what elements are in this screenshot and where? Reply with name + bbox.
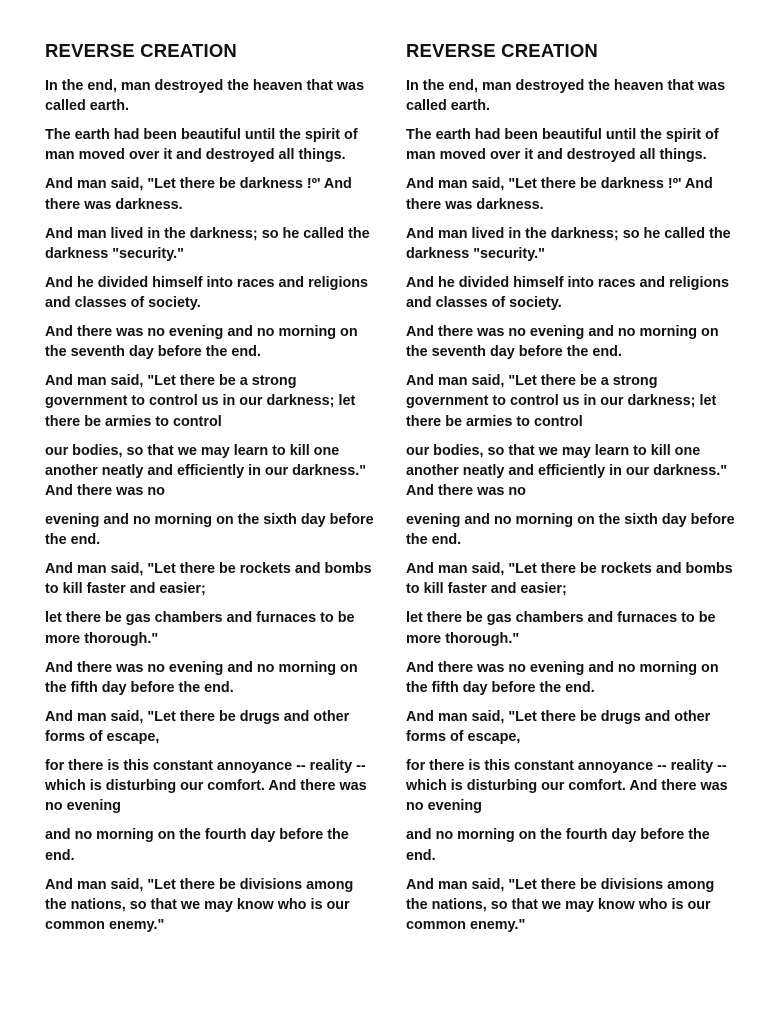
paragraph: let there be gas chambers and furnaces to be more thorough." <box>45 610 355 647</box>
paragraph: And man said, "Let there be rockets and bombs to kill faster and easier; <box>45 561 372 598</box>
paragraph: evening and no morning on the sixth day before the end. <box>406 512 735 549</box>
paragraph: And man said, "Let there be rockets and bombs to kill faster and easier; <box>406 561 733 598</box>
paragraph: And he divided himself into races and religions and classes of society. <box>45 274 369 312</box>
document-title: REVERSE CREATION <box>45 40 237 61</box>
paragraph: our bodies, so that we may learn to kill one another neatly and efficiently in our darkness." And there was no <box>45 442 367 500</box>
paragraph: And there was no evening and no morning on the fifth day before the end. <box>406 659 719 696</box>
paragraph: evening and no morning on the sixth day before the end. <box>45 512 374 549</box>
paragraph: In the end, man destroyed the heaven that was called earth. <box>406 78 726 115</box>
paragraph: And man said, "Let there be divisions among the nations, so that we may know who is our common enemy." <box>45 876 354 934</box>
left-column <box>45 38 375 944</box>
paragraph: And there was no evening and no morning on the seventh day before the end. <box>45 324 358 361</box>
paragraph: And man said, "Let there be drugs and other forms of escape, <box>406 708 711 746</box>
paragraph: for there is this constant annoyance -- reality -- which is disturbing our comfort. And there was no evening <box>45 758 367 815</box>
paragraph: And there was no evening and no morning on the fifth day before the end. <box>45 659 358 696</box>
paragraph: And man said, "Let there be darkness !º' And there was darkness. <box>45 176 352 213</box>
paragraph: and no morning on the fourth day before the end. <box>406 827 710 864</box>
paragraph: And man said, "Let there be divisions among the nations, so that we may know who is our common enemy." <box>406 876 715 934</box>
paragraph: The earth had been beautiful until the spirit of man moved over it and destroyed all things. <box>45 127 358 164</box>
paragraph: And man said, "Let there be a strong government to control us in our darkness; let there be armies to control <box>406 373 717 430</box>
paragraph: And man said, "Let there be darkness !º' And there was darkness. <box>406 176 713 213</box>
paragraph: and no morning on the fourth day before the end. <box>45 827 349 864</box>
paragraph: And there was no evening and no morning on the seventh day before the end. <box>406 324 719 361</box>
paragraph: In the end, man destroyed the heaven that was called earth. <box>45 78 365 115</box>
paragraph: And man said, "Let there be a strong government to control us in our darkness; let there be armies to control <box>45 373 356 430</box>
document-title: REVERSE CREATION <box>406 40 598 61</box>
paragraph: our bodies, so that we may learn to kill one another neatly and efficiently in our darkness." And there was no <box>406 442 728 500</box>
paragraph: The earth had been beautiful until the spirit of man moved over it and destroyed all things. <box>406 127 719 164</box>
paragraph: And man lived in the darkness; so he called the darkness "security." <box>45 225 370 262</box>
paragraph: And man said, "Let there be drugs and other forms of escape, <box>45 708 350 746</box>
right-column <box>406 38 736 944</box>
paragraph: let there be gas chambers and furnaces to be more thorough." <box>406 610 716 647</box>
paragraph: And man lived in the darkness; so he called the darkness "security." <box>406 225 731 262</box>
paragraph: And he divided himself into races and religions and classes of society. <box>406 274 730 312</box>
paragraph: for there is this constant annoyance -- reality -- which is disturbing our comfort. And there was no evening <box>406 758 728 815</box>
